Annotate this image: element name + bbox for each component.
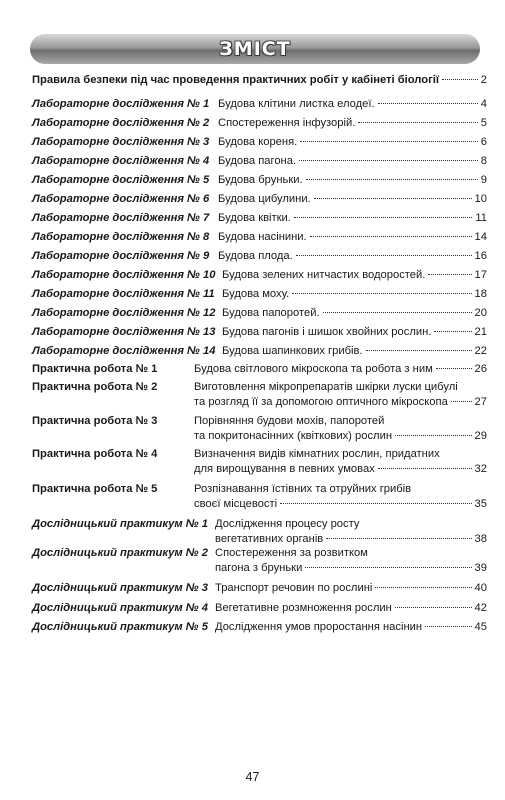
entry-label: Лабораторне дослідження № 8 — [32, 231, 210, 243]
page-ref: 26 — [474, 363, 487, 375]
dot-leader — [428, 274, 471, 275]
page-ref: 17 — [474, 269, 487, 281]
dot-leader — [395, 607, 472, 608]
entry-label: Лабораторне дослідження № 4 — [32, 155, 210, 167]
entry-title: Дослідження умов проростання насінин — [215, 621, 423, 633]
entry-title: пагона з бруньки — [215, 562, 303, 574]
header-banner — [30, 34, 480, 64]
toc-entry-practical[interactable] — [32, 380, 487, 410]
dot-leader — [299, 160, 478, 161]
entry-label: Дослідницький практикум № 3 — [32, 582, 208, 594]
entry-title: вегетативних органів — [215, 533, 324, 545]
entry-label: Дослідницький практикум № 1 — [32, 518, 208, 530]
entry-title-line: Виготовлення мікропрепаратів шкірки луски цибулі — [194, 381, 458, 393]
page-ref: 22 — [474, 345, 487, 357]
dot-leader — [395, 435, 472, 436]
entry-title: Будова плода. — [218, 250, 293, 262]
page-ref: 10 — [474, 193, 487, 205]
toc-entry-practical[interactable] — [32, 447, 487, 477]
entry-title: Будова насінини. — [218, 231, 307, 243]
entry-title: Будова пагона. — [218, 155, 297, 167]
toc-entry-lab[interactable] — [32, 135, 487, 150]
page-ref: 8 — [480, 155, 487, 167]
entry-title: Будова моху. — [222, 288, 290, 300]
entry-label: Лабораторне дослідження № 5 — [32, 174, 210, 186]
entry-title: своєї місцевості — [194, 498, 278, 510]
toc-entry-practical[interactable] — [32, 362, 487, 377]
entry-title: для вирощування в певних умовах — [194, 463, 375, 475]
page-ref: 40 — [474, 582, 487, 594]
dot-leader — [436, 368, 472, 369]
dot-leader — [434, 331, 471, 332]
dot-leader — [280, 503, 471, 504]
entry-title: Будова шапинкових грибів. — [222, 345, 363, 357]
dot-leader — [294, 217, 472, 218]
toc-entry-lab[interactable] — [32, 249, 487, 264]
toc-entry-lab[interactable] — [32, 287, 487, 302]
page-ref: 2 — [480, 74, 487, 86]
page-ref: 39 — [474, 562, 487, 574]
dot-leader — [451, 401, 472, 402]
page-ref: 14 — [474, 231, 487, 243]
page-ref: 21 — [474, 326, 487, 338]
page-title: ЗМІСТ — [219, 38, 291, 60]
toc-entry-research[interactable] — [32, 620, 487, 635]
entry-label: Практична робота № 2 — [32, 381, 158, 393]
toc-entry-lab[interactable] — [32, 192, 487, 207]
entry-title: Будова пагонів і шишок хвойних рослин. — [222, 326, 432, 338]
entry-title: Будова квітки. — [218, 212, 291, 224]
entry-title: Будова бруньки. — [218, 174, 303, 186]
toc-entry-lab[interactable] — [32, 211, 487, 226]
toc-entry-research[interactable] — [32, 546, 487, 576]
entry-label: Лабораторне дослідження № 9 — [32, 250, 210, 262]
entry-label: Лабораторне дослідження № 7 — [32, 212, 210, 224]
entry-title: Будова кореня. — [218, 136, 298, 148]
entry-label: Лабораторне дослідження № 13 — [32, 326, 216, 338]
dot-leader — [323, 312, 472, 313]
dot-leader — [326, 538, 471, 539]
toc-entry-lab[interactable] — [32, 268, 487, 283]
entry-title: Будова світлового мікроскопа та робота з ним — [194, 363, 433, 375]
dot-leader — [306, 179, 478, 180]
page-ref: 35 — [474, 498, 487, 510]
entry-title-line: Розпізнавання їстівних та отруйних грибів — [194, 483, 412, 495]
toc-entry-lab[interactable] — [32, 154, 487, 169]
entry-label: Лабораторне дослідження № 2 — [32, 117, 210, 129]
entry-label: Дослідницький практикум № 4 — [32, 602, 208, 614]
toc-entry-safety[interactable] — [32, 73, 487, 88]
page-ref: 29 — [474, 430, 487, 442]
entry-label: Лабораторне дослідження № 1 — [32, 98, 210, 110]
page-ref: 9 — [480, 174, 487, 186]
dot-leader — [296, 255, 472, 256]
dot-leader — [310, 236, 472, 237]
entry-label: Практична робота № 1 — [32, 363, 158, 375]
dot-leader — [378, 468, 472, 469]
entry-title-line: Спостереження за розвитком — [215, 547, 368, 559]
toc-entry-research[interactable] — [32, 517, 487, 547]
entry-label: Практична робота № 4 — [32, 448, 158, 460]
toc-entry-lab[interactable] — [32, 344, 487, 359]
entry-title-line: Порівняння будови мохів, папоротей — [194, 415, 385, 427]
dot-leader — [442, 79, 478, 80]
toc-entry-research[interactable] — [32, 581, 487, 596]
entry-title: Будова папоротей. — [222, 307, 320, 319]
page-ref: 11 — [475, 212, 487, 224]
entry-title: Будова зелених нитчастих водоростей. — [222, 269, 426, 281]
entry-title: Вегетативне розмноження рослин — [215, 602, 392, 614]
toc-entry-practical[interactable] — [32, 414, 487, 444]
toc-entry-lab[interactable] — [32, 173, 487, 188]
toc-entry-practical[interactable] — [32, 482, 487, 512]
entry-title: Будова клітини листка елодеї. — [218, 98, 375, 110]
dot-leader — [425, 626, 471, 627]
entry-title: Спостереження інфузорій. — [218, 117, 356, 129]
toc-entry-lab[interactable] — [32, 230, 487, 245]
entry-title: та покритонасінних (квіткових) рослин — [194, 430, 393, 442]
entry-title-line: Визначення видів кімнатних рослин, придатних — [194, 448, 440, 460]
entry-label: Лабораторне дослідження № 6 — [32, 193, 210, 205]
entry-title-line: Дослідження процесу росту — [215, 518, 360, 530]
dot-leader — [358, 122, 477, 123]
entry-title: Будова цибулини. — [218, 193, 311, 205]
page-ref: 16 — [474, 250, 487, 262]
page-ref: 45 — [474, 621, 487, 633]
safety-title: Правила безпеки під час проведення практичних робіт у кабінеті біології — [32, 74, 439, 86]
entry-label: Лабораторне дослідження № 3 — [32, 136, 210, 148]
dot-leader — [314, 198, 472, 199]
entry-label: Дослідницький практикум № 2 — [32, 547, 208, 559]
page-ref: 32 — [474, 463, 487, 475]
dot-leader — [366, 350, 472, 351]
page-ref: 20 — [474, 307, 487, 319]
dot-leader — [375, 587, 471, 588]
dot-leader — [300, 141, 478, 142]
page-ref: 6 — [480, 136, 487, 148]
entry-label: Лабораторне дослідження № 14 — [32, 345, 216, 357]
dot-leader — [292, 293, 471, 294]
page-number: 47 — [245, 770, 260, 784]
entry-title: Транспорт речовин по рослині — [215, 582, 373, 594]
entry-label: Практична робота № 3 — [32, 415, 158, 427]
entry-label: Дослідницький практикум № 5 — [32, 621, 208, 633]
toc-entry-lab[interactable] — [32, 116, 487, 131]
dot-leader — [378, 103, 478, 104]
page-ref: 38 — [474, 533, 487, 545]
entry-label: Лабораторне дослідження № 10 — [32, 269, 216, 281]
page-ref: 18 — [474, 288, 487, 300]
page-ref: 27 — [474, 396, 487, 408]
page-ref: 4 — [480, 98, 487, 110]
entry-label: Лабораторне дослідження № 11 — [32, 288, 215, 300]
entry-label: Лабораторне дослідження № 12 — [32, 307, 216, 319]
page-ref: 5 — [480, 117, 487, 129]
toc-entry-lab[interactable] — [32, 325, 487, 340]
toc-entry-lab[interactable] — [32, 306, 487, 321]
toc-entry-research[interactable] — [32, 601, 487, 616]
page-ref: 42 — [474, 602, 487, 614]
dot-leader — [305, 567, 471, 568]
entry-title: та розгляд її за допомогою оптичного мікроскопа — [194, 396, 448, 408]
toc-entry-lab[interactable] — [32, 97, 487, 112]
entry-label: Практична робота № 5 — [32, 483, 158, 495]
